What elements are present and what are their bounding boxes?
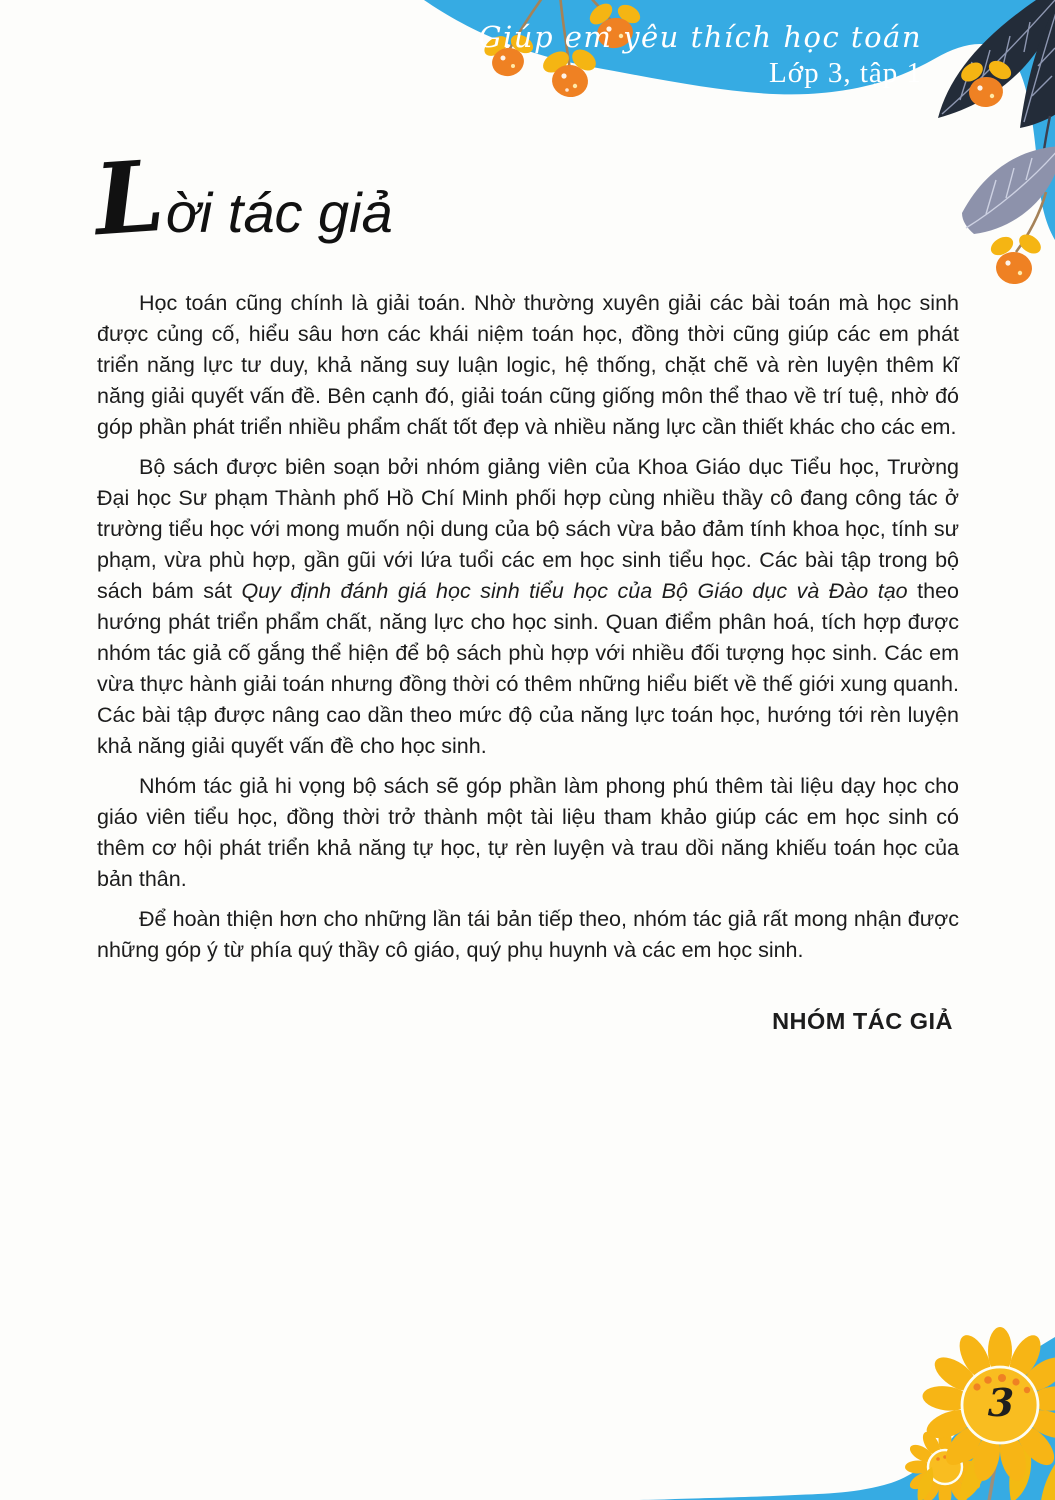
author-signature: NHÓM TÁC GIẢ [772,1008,953,1034]
paragraph: Nhóm tác giả hi vọng bộ sách sẽ góp phần làm phong phú thêm tài liệu dạy học cho giáo viên tiểu học, đồng thời trở thành một tài liệu tham khảo giúp các em học sinh có thêm cơ hội phát triển khả năng tự học, tự rèn luyện và trau dồi năng khiếu toán học của bản thân. [97,774,959,891]
page-title [91,138,393,259]
paragraph: Học toán cũng chính là giải toán. Nhờ thường xuyên giải các bài toán mà học sinh được củng cố, hiểu sâu hơn các khái niệm toán học, đồng thời cũng giúp các em phát triển năng lực tư duy, khả năng suy luận logic, hệ thống, chặt chẽ và rèn luyện thêm kĩ năng giải quyết vấn đề. Bên cạnh đó, giải toán cũng giống môn thể thao về trí tuệ, nhờ đó góp phần phát triển nhiều phẩm chất tốt đẹp và nhiều năng lực cần thiết khác cho các em. [97,291,959,439]
strawberry-fruit-icon [988,231,1045,286]
series-title: Giúp em yêu thích học toán [478,20,922,54]
title-initial-letter: L [91,138,168,259]
title-text: ời tác giả [165,181,393,244]
page-header [478,22,922,90]
page-number: 3 [987,1380,1015,1425]
paragraph: Để hoàn thiện hơn cho những lần tái bản tiếp theo, nhóm tác giả rất mong nhận được những góp ý từ phía quý thầy cô giáo, quý phụ huynh và các em học sinh. [97,907,959,962]
volume-label: Lớp 3, tập 1 [769,56,922,89]
paragraph: Bộ sách được biên soạn bởi nhóm giảng viên của Khoa Giáo dục Tiểu học, Trường Đại học Sư phạm Thành phố Hồ Chí Minh phối hợp cùng nhiều thầy cô đang công tác ở trường tiểu học với mong muốn nội dung của bộ sách vừa bảo đảm tính khoa học, tính sư phạm, vừa phù hợp, gần gũi với lứa tuổi các em học sinh tiểu học. Các bài tập trong bộ sách bám sát Quy định đánh giá học sinh tiểu học của Bộ Giáo dục và Đào tạo theo hướng phát triển phẩm chất, năng lực cho học sinh. Quan điểm phân hoá, tích hợp được nhóm tác giả cố gắng thể hiện để bộ sách phù hợp với nhiều đối tượng học sinh. Các em vừa thực hành giải toán nhưng đồng thời có thêm những hiểu biết về thế giới xung quanh. Các bài tập được nâng cao dần theo mức độ của năng lực toán học, hướng tới rèn luyện khả năng giải quyết vấn đề cho học sinh. [97,455,959,758]
paragraphs [97,288,959,966]
body-text [97,288,959,1035]
